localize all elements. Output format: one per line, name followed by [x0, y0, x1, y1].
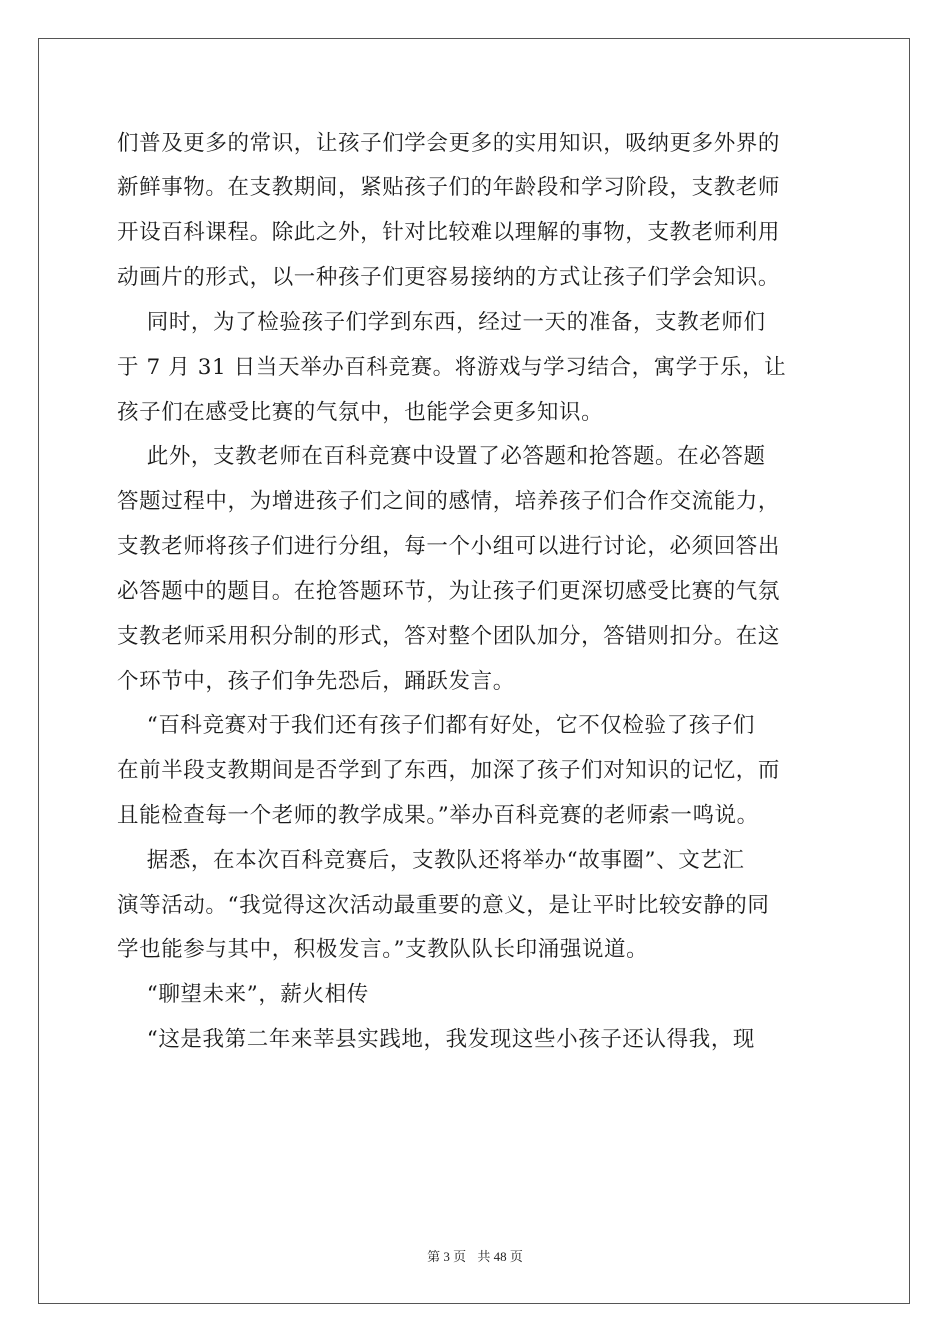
text-line: 必答题中的题目。在抢答题环节，为让孩子们更深切感受比赛的气氛 [117, 579, 781, 604]
text-line: “百科竞赛对于我们还有孩子们都有好处，它不仅检验了孩子们 [117, 713, 756, 738]
text-line: 此外，支教老师在百科竞赛中设置了必答题和抢答题。在必答题 [117, 444, 766, 469]
text-line: 孩子们在感受比赛的气氛中，也能学会更多知识。 [117, 400, 604, 425]
text-line: 动画片的形式，以一种孩子们更容易接纳的方式让孩子们学会知识。 [117, 265, 781, 290]
text-line: 且能检查每一个老师的教学成果。”举办百科竞赛的老师索一鸣说。 [117, 803, 759, 828]
text-line: 学也能参与其中，积极发言。”支教队队长印涌强说道。 [117, 937, 649, 962]
text-line: 们普及更多的常识，让孩子们学会更多的实用知识，吸纳更多外界的 [117, 131, 781, 156]
text-line: 据悉，在本次百科竞赛后，支教队还将举办“故事圈”、文艺汇 [117, 848, 745, 873]
text-line: 答题过程中，为增进孩子们之间的感情，培养孩子们合作交流能力， [117, 489, 781, 514]
text-line: 个环节中，孩子们争先恐后，踊跃发言。 [117, 669, 515, 694]
page-number: 第 3 页 [427, 1249, 467, 1264]
section-heading: “聊望未来”，薪火相传 [117, 982, 369, 1007]
text-line: 开设百科课程。除此之外，针对比较难以理解的事物，支教老师利用 [117, 220, 781, 245]
text-line: “这是我第二年来莘县实践地，我发现这些小孩子还认得我，现 [117, 1027, 756, 1052]
text-line: 同时，为了检验孩子们学到东西，经过一天的准备，支教老师们 [117, 310, 766, 335]
page-total: 共 48 页 [477, 1249, 523, 1264]
text-line: 在前半段支教期间是否学到了东西，加深了孩子们对知识的记忆，而 [117, 758, 781, 783]
page-footer [0, 1246, 950, 1265]
text-line: 新鲜事物。在支教期间，紧贴孩子们的年龄段和学习阶段，支教老师 [117, 175, 781, 200]
text-line: 演等活动。“我觉得这次活动最重要的意义，是让平时比较安静的同 [117, 893, 770, 918]
text-line: 于 7 月 31 日当天举办百科竞赛。将游戏与学习结合，寓学于乐，让 [117, 355, 787, 380]
text-line: 支教老师将孩子们进行分组，每一个小组可以进行讨论，必须回答出 [117, 534, 781, 559]
text-line: 支教老师采用积分制的形式，答对整个团队加分，答错则扣分。在这 [117, 624, 781, 649]
